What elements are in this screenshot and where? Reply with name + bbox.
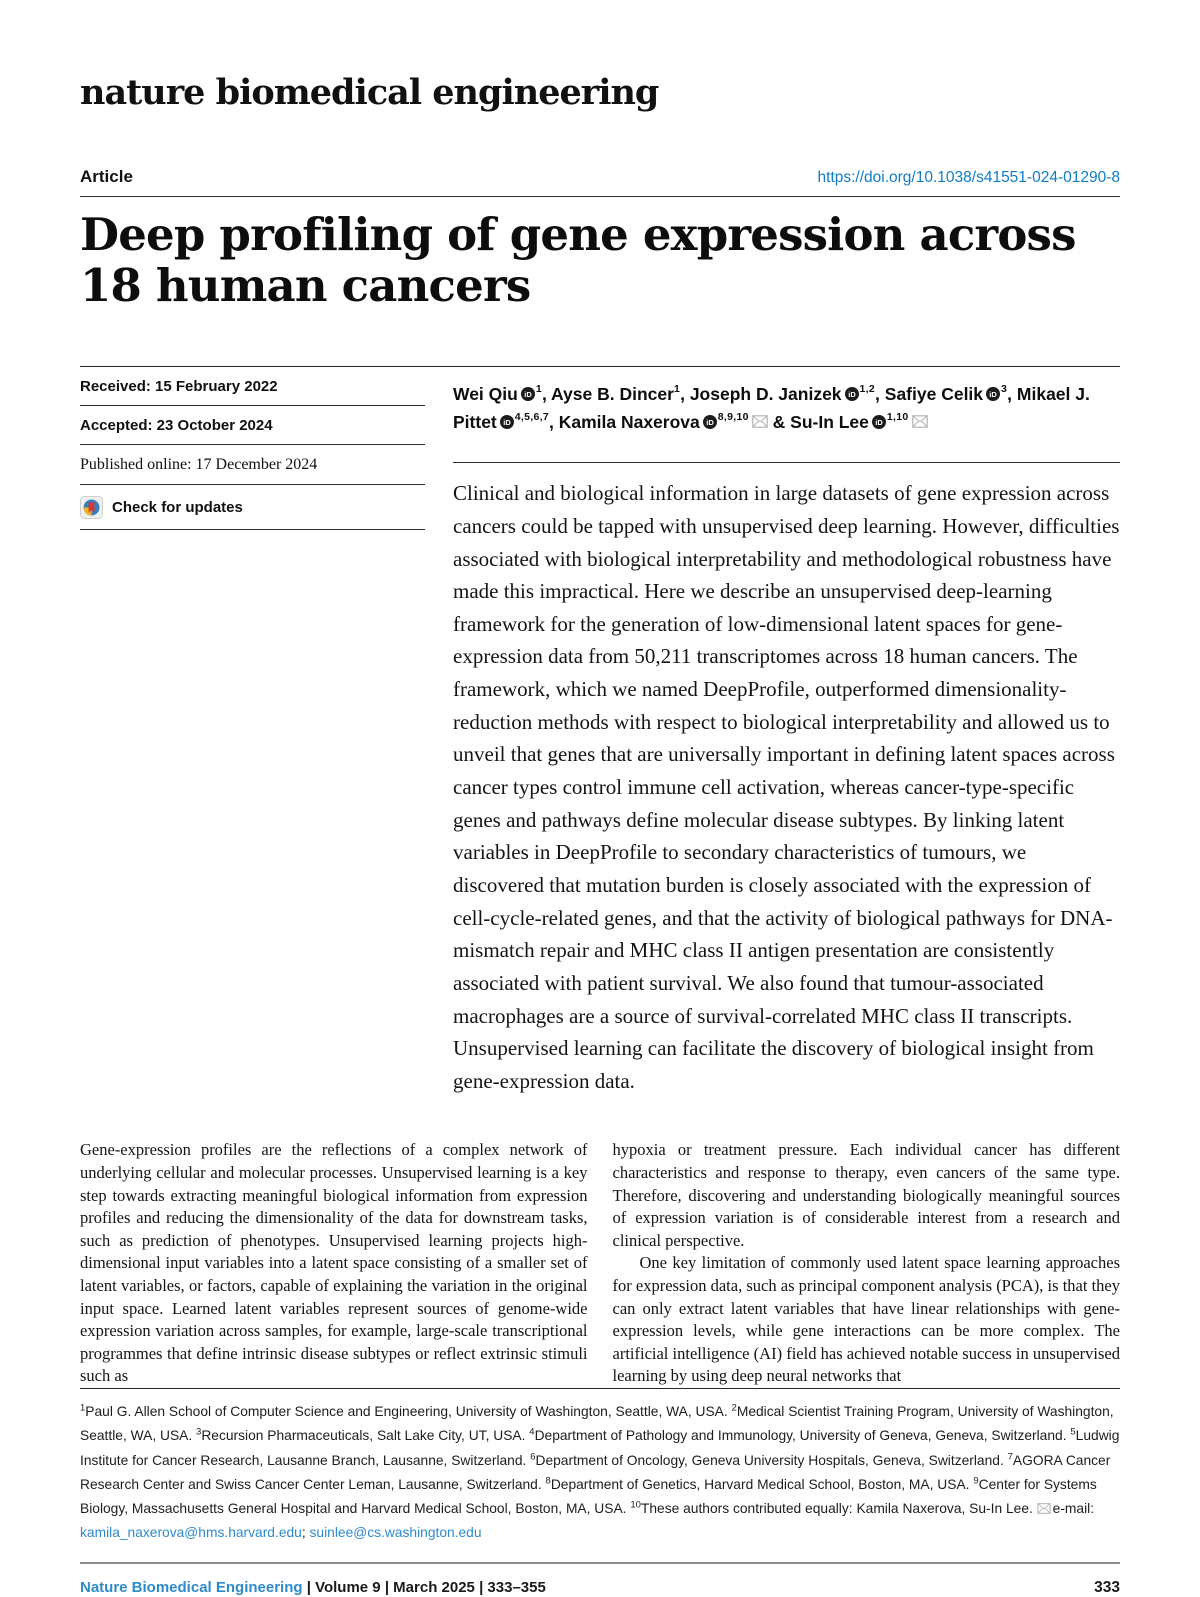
author-affiliation-superscript: 1 — [535, 382, 542, 395]
orcid-icon[interactable] — [845, 387, 859, 401]
page-footer — [80, 1562, 1120, 1597]
corresponding-author-email-link[interactable]: kamila_naxerova@hms.harvard.edu — [80, 1525, 302, 1541]
footnote-number: 7 — [1007, 1450, 1013, 1462]
doi-link[interactable]: https://doi.org/10.1038/s41551-024-01290-8 — [817, 169, 1120, 186]
published-date: Published online: 17 December 2024 — [80, 445, 425, 485]
footnote-number: 9 — [973, 1475, 979, 1487]
author-name: Wei Qiu — [453, 383, 518, 404]
email-envelope-icon[interactable] — [1037, 1503, 1051, 1514]
author-name: Mikael J. Pittet — [453, 383, 1090, 432]
email-label: e-mail: — [1052, 1501, 1095, 1517]
abstract-text: Clinical and biological information in large datasets of gene expression across cancers could be tapped with unsupervised deep learning. However, difficulties associated with biological interpretability and methodological robustness have made this impractical. Here we describe an unsupervised deep-learning framework for the generation of low-dimensional latent spaces for gene-expression data from 50,211 transcriptomes across 18 human cancers. The framework, which we named DeepProfile, outperformed dimensionality-reduction methods with respect to biological interpretability and allowed us to unveil that genes that are universally important in defining latent spaces across cancer types control immune cell activation, whereas cancer-type-specific genes and pathways define molecular disease subtypes. By linking latent variables in DeepProfile to secondary characteristics of tumours, we discovered that mutation burden is closely associated with the expression of cell-cycle-related genes, and that the activity of biological pathways for DNA-mismatch repair and MHC class II antigen presentation are consistently associated with patient survival. We also found that tumour-associated macrophages are a source of survival-correlated MHC class II transcripts. Unsupervised learning can facilitate the discovery of biological insight from gene-expression data. — [453, 481, 1120, 1093]
journal-masthead: nature biomedical engineering — [80, 72, 659, 113]
svg-text:iD: iD — [706, 417, 714, 427]
paper-title: Deep profiling of gene expression across 18 human cancers — [80, 208, 1076, 313]
received-date: Received: 15 February 2022 — [80, 367, 425, 406]
check-for-updates-label: Check for updates — [112, 498, 243, 516]
svg-text:iD: iD — [989, 389, 997, 399]
footnote-number: 5 — [1070, 1426, 1076, 1438]
orcid-icon[interactable] — [500, 415, 514, 429]
author-list: Wei Qiu iD $^1$, Ayse B. Dincer$^1$, Joseph D. Janizek iD $^{1,2}$, Safiye Celik iD $^3$, Mikael J. Pittet iD $^{4,5,6,7}$, Kamila Naxerova iD $^{8,9,10}$ & Su-In Lee iD $^{1,10}$ — [453, 382, 1090, 432]
footnote-number: 3 — [196, 1426, 202, 1438]
accepted-date: Accepted: 23 October 2024 — [80, 406, 425, 445]
article-type-label: Article — [80, 167, 133, 186]
author-affiliation-superscript: 1,2 — [859, 382, 876, 395]
footnote-number: 6 — [530, 1450, 536, 1462]
author-name: Safiye Celik — [884, 383, 984, 404]
body-paragraph: Gene-expression profiles are the reflections of a complex network of underlying cellular and molecular processes. Unsupervised learning is a key step towards extracting meaningful biological information from expression profiles and reducing the dimensionality of the data for downstream tasks, such as prediction of phenotypes. Unsupervised learning projects high-dimensional input variables into a latent space consisting of a smaller set of latent variables, or factors, capable of explaining the variation in the original input space. Learned latent variables represent sources of genome-wide expression variation across samples, for example, large-scale transcriptional programmes that define intrinsic disease subtypes or reflect extrinsic stimuli such as — [80, 1140, 588, 1386]
orcid-icon[interactable] — [521, 387, 535, 401]
footnote-number: 1 — [80, 1402, 86, 1414]
article-history-panel — [80, 367, 425, 1098]
author-name: Kamila Naxerova — [558, 411, 700, 432]
svg-text:iD: iD — [847, 389, 856, 399]
svg-text:iD: iD — [503, 417, 511, 427]
author-name: Joseph D. Janizek — [689, 383, 842, 404]
affiliations-footnote: $^1$Paul G. Allen School of Computer Science and Engineering, University of Washington, Seattle, WA, USA. $^2$Medical Scientist Training Program, University of Washington, Seattle, WA, USA. $^3$Recursion Pharmaceuticals, Salt Lake City, UT, USA. $^4$Department of Pathology and Immunology, University of Geneva, Geneva, Switzerland. $^5$Ludwig Institute for Cancer Research, Lausanne Branch, Lausanne, Switzerland. $^6$Department of Oncology, Geneva University Hospitals, Geneva, Switzerland. $^7$AGORA Cancer Research Center and Swiss Cancer Center Leman, Lausanne, Switzerland. $^8$Department of Genetics, Harvard Medical School, Boston, MA, USA. $^9$Center for Systems Biology, Massachusetts General Hospital and Harvard Medical School, Boston, MA, USA. $^{10}$These authors contributed equally: Kamila Naxerova, Su-In Lee. e-mail: kamila_naxerova@hms.harvard.edu; suinlee@cs.washington.edu — [80, 1388, 1120, 1546]
body-text-section — [80, 1139, 1120, 1388]
svg-text:iD: iD — [875, 417, 883, 427]
body-paragraph: One key limitation of commonly used latent space learning approaches for expression data, such as principal component analysis (PCA), is that they can only extract latent variables that have linear relationships with gene-expression levels, while gene interactions can be more complex. The artificial intelligence (AI) field has achieved notable success in unsupervised learning by using deep neural networks that — [612, 1253, 1120, 1386]
authors-and-abstract-column — [453, 367, 1120, 1098]
orcid-icon[interactable] — [872, 415, 886, 429]
email-envelope-icon[interactable] — [912, 415, 928, 428]
author-affiliation-superscript: 3 — [1001, 382, 1008, 395]
footer-journal-link[interactable]: Nature Biomedical Engineering — [80, 1578, 303, 1596]
author-affiliation-superscript: 8,9,10 — [717, 411, 749, 424]
orcid-icon[interactable] — [986, 387, 1000, 401]
body-column-left — [80, 1139, 588, 1388]
author-name: Su-In Lee — [790, 411, 869, 432]
footer-issue-info: | Volume 9 | March 2025 | 333–355 — [302, 1578, 546, 1596]
body-column-right — [613, 1139, 1121, 1388]
footnote-number: 2 — [731, 1402, 737, 1414]
footnote-number: 8 — [545, 1475, 551, 1487]
meta-and-abstract-section — [80, 366, 1120, 1098]
orcid-icon[interactable] — [703, 415, 717, 429]
corresponding-author-email-link[interactable]: suinlee@cs.washington.edu — [309, 1525, 482, 1541]
author-name: Ayse B. Dincer — [551, 383, 674, 404]
header-divider — [80, 196, 1120, 197]
author-affiliation-superscript: 4,5,6,7 — [514, 411, 549, 424]
footnote-number: 4 — [529, 1426, 535, 1438]
author-affiliation-superscript: 1 — [673, 382, 681, 395]
check-for-updates-badge[interactable] — [80, 485, 425, 530]
svg-text:iD: iD — [524, 389, 532, 399]
email-envelope-icon[interactable] — [752, 415, 768, 428]
author-affiliation-superscript: 1,10 — [886, 411, 909, 424]
footnote-number: 10 — [630, 1499, 641, 1511]
body-paragraph: hypoxia or treatment pressure. Each individual cancer has different characteristics and response to therapy, even cancers of the same type. Therefore, discovering and understanding biologically meaningful sources of expression variation is of considerable interest from a research and clinical perspective. — [612, 1140, 1120, 1250]
journal-volume-line — [80, 1579, 546, 1596]
crossmark-icon[interactable] — [80, 496, 103, 519]
page-number: 333 — [1094, 1578, 1120, 1596]
article-header-row — [80, 167, 1120, 187]
